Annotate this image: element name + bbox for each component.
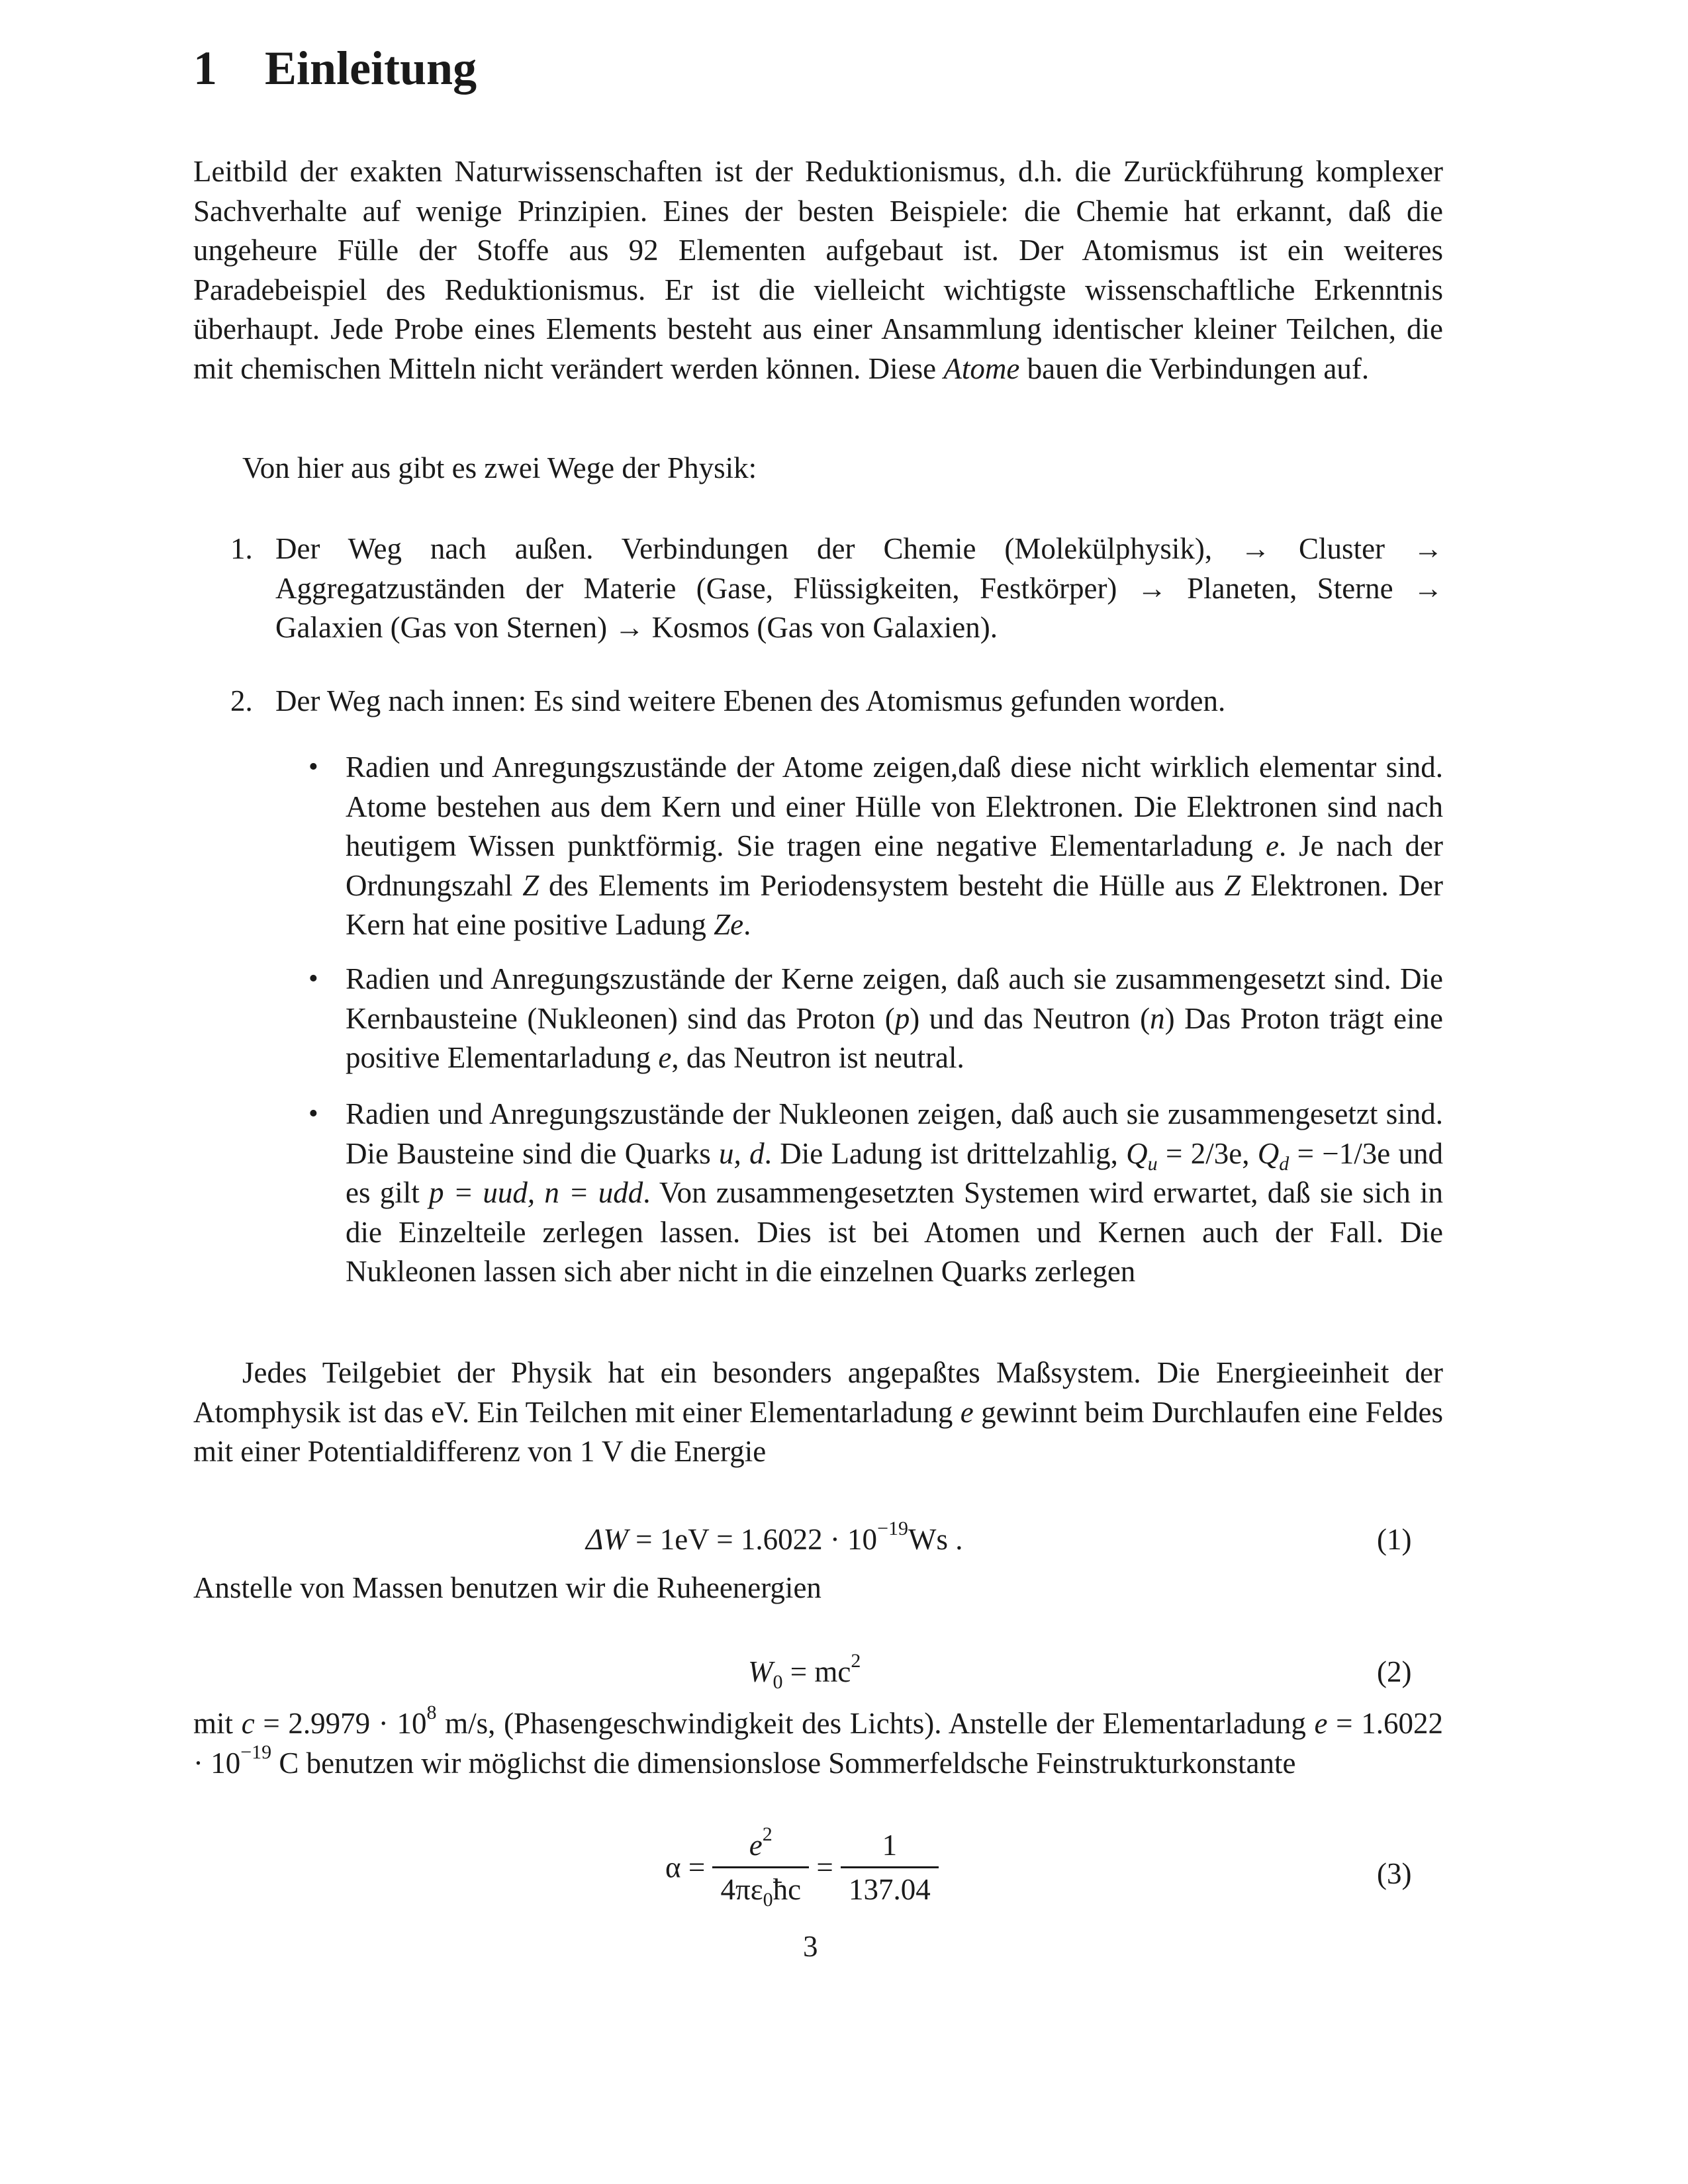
section-number: 1 [193,42,217,95]
bullet-icon: • [308,1099,318,1129]
enum-label: 2. [230,684,253,717]
equation-2-number: (2) [1377,1655,1412,1688]
enum-text: Der Weg nach außen. Verbindungen der Chemie (Molekülphysik), → Cluster → Aggregatzuständen der Materie (Gase, Flüssigkeiten, Festkörper) → Planeten, Sterne → Galaxien (Gas von Sternen) → Kosmos (Gas von Galaxien). [275,532,1443,644]
bullet-icon: • [308,964,318,994]
ways-intro: Von hier aus gibt es zwei Wege der Physik: [242,451,757,484]
equation-3: α = $\frac{e^2}{4\pi\varepsilon_0ħc}$ = $\frac{1}{137.04}$ [665,1828,939,1907]
equation-2: $W_0 = mc^2$ [748,1650,861,1693]
bullet-text: Radien und Anregungszustände der Kerne zeigen, daß auch sie zusammengesetzt sind. Die Kernbausteine (Nukleonen) sind das Proton (p) und das Neutron (n) Das Proton trägt eine positive Elementarladung e, das Neutron ist neutral. [346,962,1443,1074]
bullet-text: Radien und Anregungszustände der Atome zeigen,daß diese nicht wirklich elementar sind. Atome bestehen aus dem Kern und einer Hülle von Elektronen. Die Elektronen sind nach heutigem Wissen punktförmig. Sie tragen eine negative Elementarladung e. Je nach der Ordnungszahl Z des Elements im Periodensystem besteht die Hülle aus Z Elektronen. Der Kern hat eine positive Ladung Ze. [346,751,1443,941]
fraction-1: $\frac{e^2}{4\pi\varepsilon_0ħc}$ [712,1828,809,1907]
intro-emphasis: Atome [943,351,1020,385]
equation-3-number: (3) [1377,1857,1412,1890]
intro-text-2: bauen die Verbindungen auf. [1019,351,1370,385]
units-paragraph: Jedes Teilgebiet der Physik hat ein besonders angepaßtes Maßsystem. Die Energieeinheit der Atomphysik ist das eV. Ein Teilchen mit einer Elementarladung e gewinnt beim Durchlaufen eine Feldes mit einer Potentialdifferenz von 1 V die Energie [193,1356,1443,1468]
page-number: 3 [803,1930,818,1963]
intro-text-1: Leitbild der exakten Naturwissenschaften ist der Reduktionismus, d.h. die Zurückführung komplexer Sachverhalte auf wenige Prinzipien. Eines der besten Beispiele: die Chemie hat erkannt, daß die ungeheure Fülle der Stoffe aus 92 Elementen aufgebaut ist. Der Atomismus ist ein weiteres Paradebeispiel des Reduktionismus. Er ist die vielleicht wichtigste wissenschaftliche Erkenntnis überhaupt. Jede Probe eines Elements besteht aus einer Ansammlung identischer kleiner Teilchen, die mit chemischen Mitteln nicht verändert werden können. Diese [193,155,1443,385]
enum-text: Der Weg nach innen: Es sind weitere Ebenen des Atomismus gefunden worden. [275,684,1226,717]
fraction-2: $\frac{1}{137.04}$ [841,1828,939,1907]
mass-paragraph: Anstelle von Massen benutzen wir die Ruheenergien [193,1571,821,1604]
light-paragraph: mit $c = 2.9979 \cdot 10^8$ m/s, (Phasengeschwindigkeit des Lichts). Anstelle der Elementarladung $e = 1.6022 \cdot 10^{-19}$ C benutzen wir möglichst die dimensionslose Sommerfeldsche Feinstrukturkonstante [193,1702,1443,1780]
intro-paragraph [193,152,1443,388]
equation-1: $\Delta W = 1eV = 1.6022 \cdot 10^{-19}Ws$ . [586,1518,963,1556]
bullet-text: Radien und Anregungszustände der Nukleonen zeigen, daß auch sie zusammengesetzt sind. Die Bausteine sind die Quarks u, d. Die Ladung ist drittelzahlig, $Q_u = 2/3e$, $Q_d = -1/3e$ und es gilt p = uud, n = udd. Von zusammengesetzten Systemen wird erwartet, daß sie sich in die Einzelteile zerlegen lassen. Dies ist bei Atomen und Kernen auch der Fall. Die Nukleonen lassen sich aber nicht in die einzelnen Quarks zerlegen [346,1097,1444,1288]
enum-label: 1. [230,532,253,565]
bullet-icon: • [308,752,318,782]
section-heading [193,41,477,96]
equation-1-number: (1) [1377,1523,1412,1556]
section-title: Einleitung [265,42,477,95]
